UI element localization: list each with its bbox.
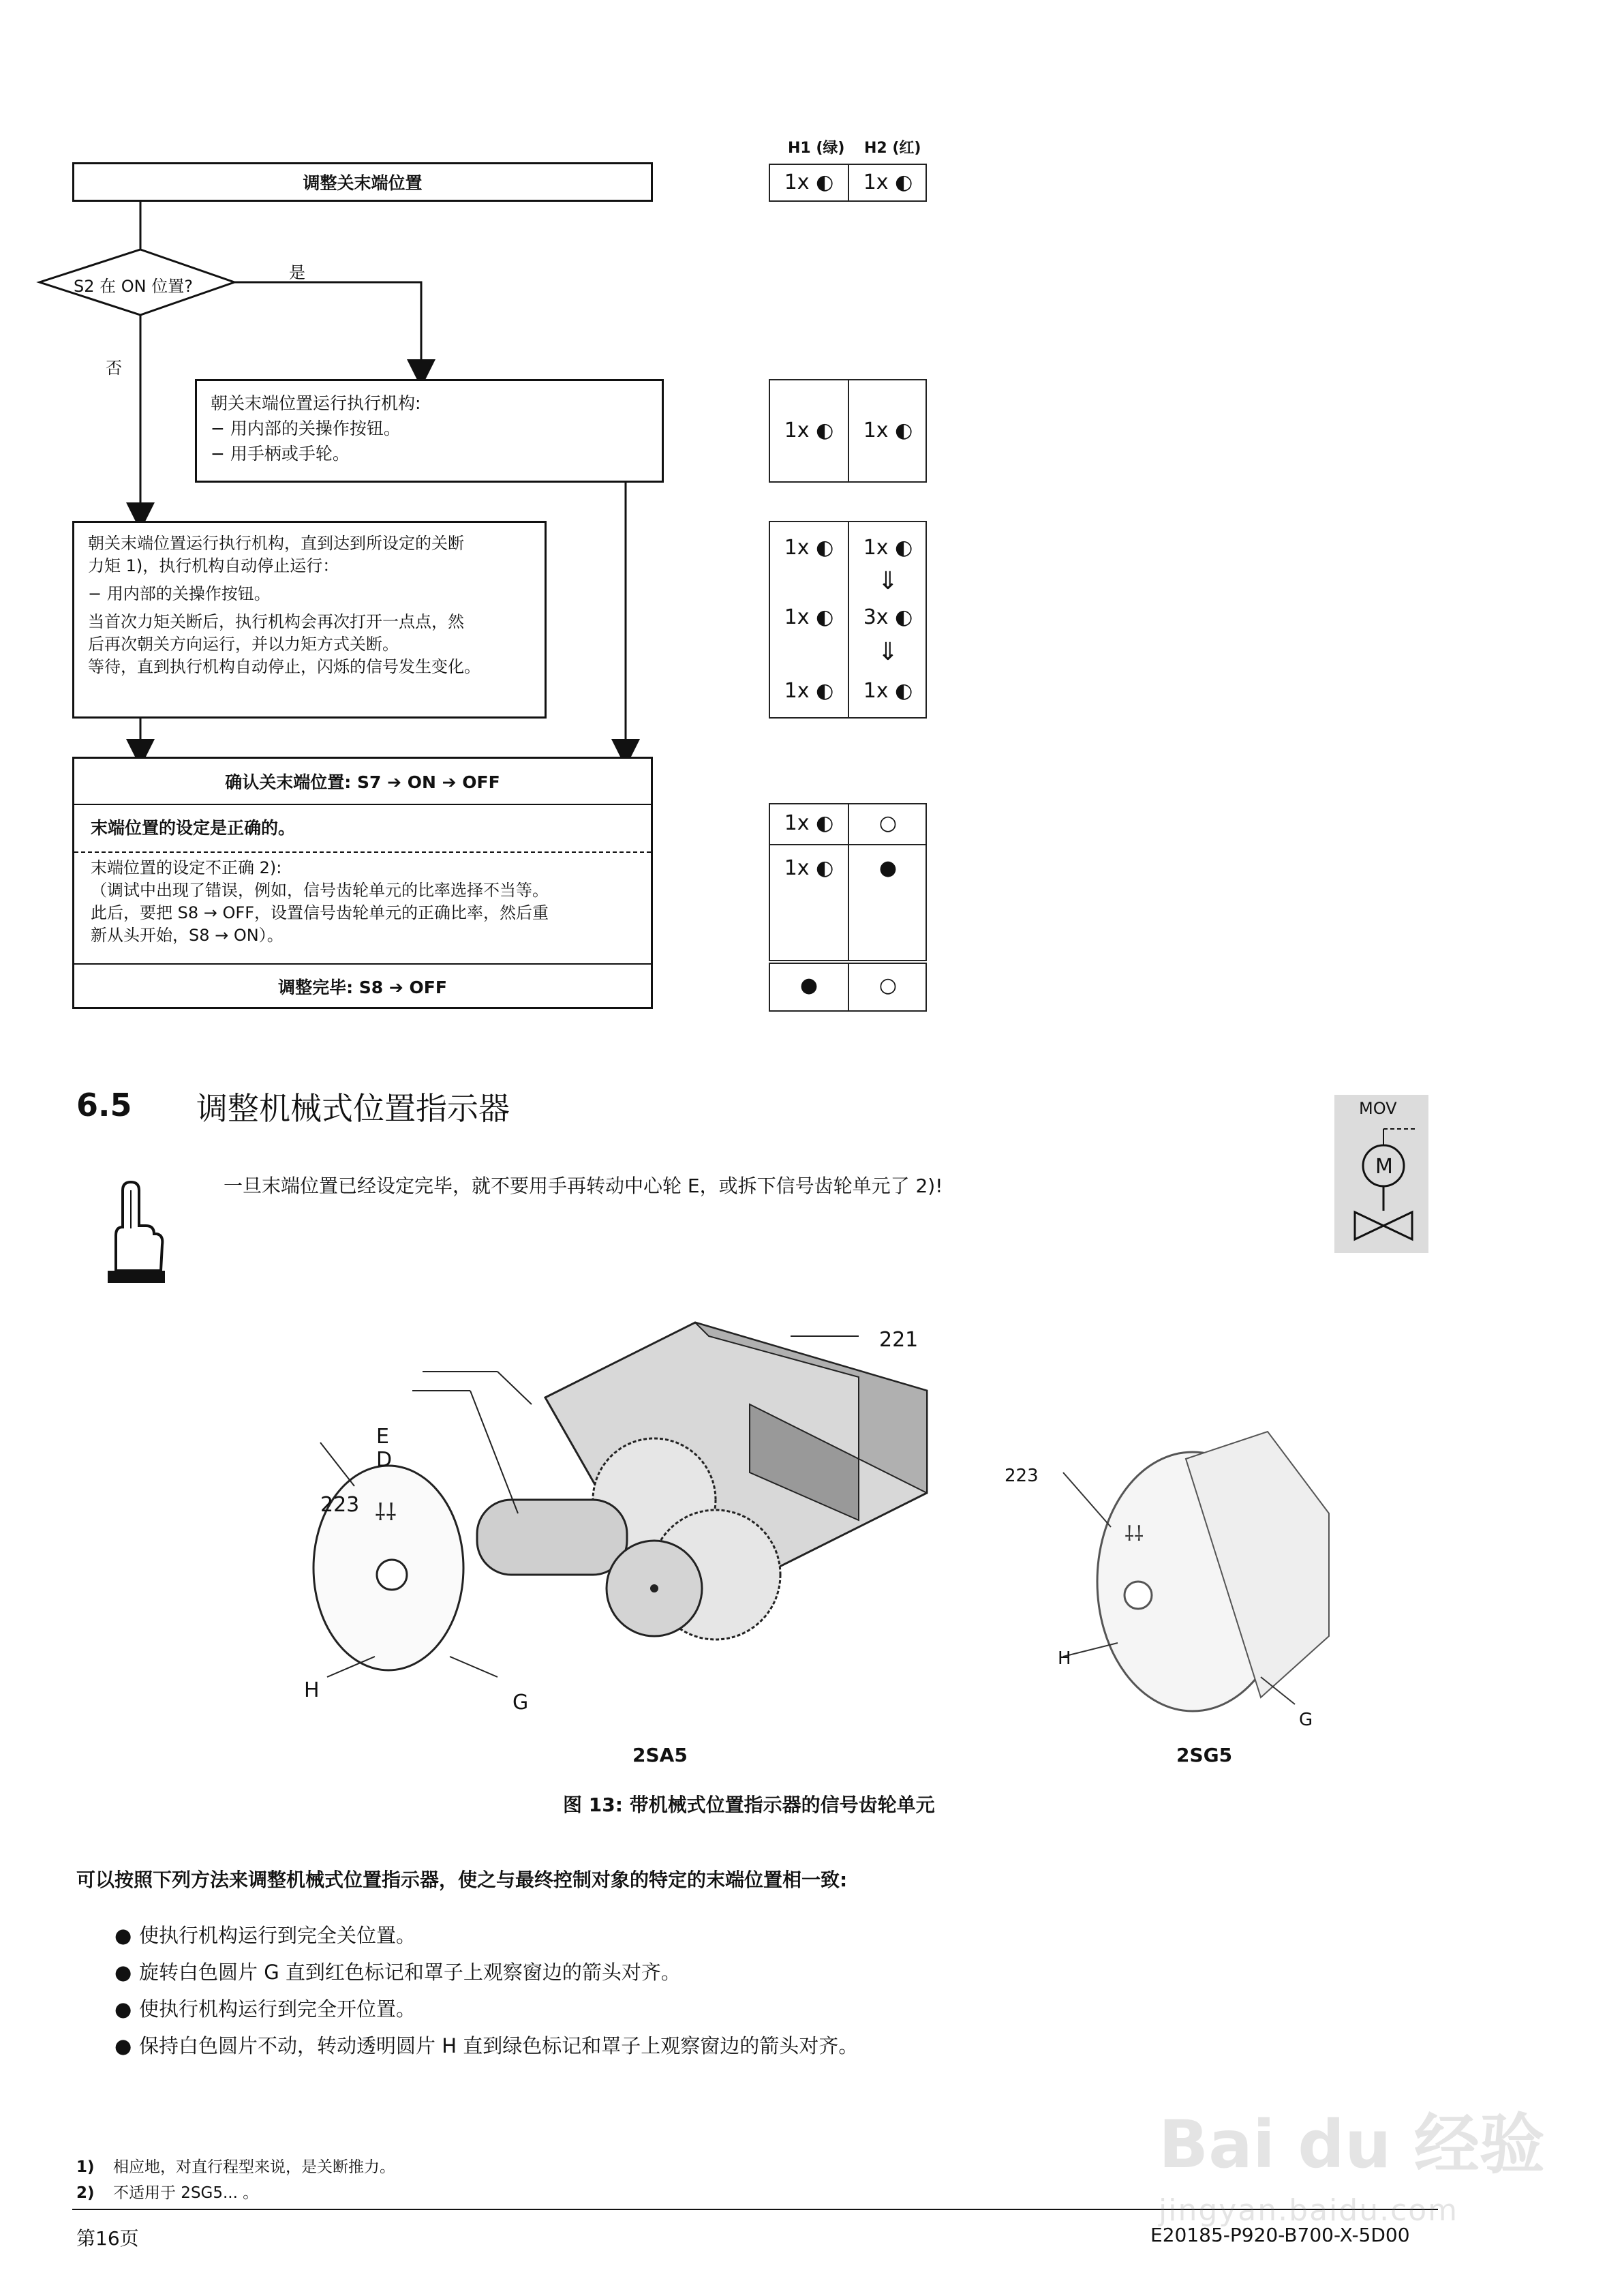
led-h2-r2: 1x ◐ [863,419,913,442]
figure-left-name: 2SA5 [632,1744,688,1766]
footnote-text: 相应地，对直行程型来说，是关断推力。 [113,2158,395,2176]
footnote-num: 1) [76,2158,95,2176]
box-b-line-6: 等待，直到执行机构自动停止，闪烁的信号发生变化。 [88,657,480,676]
led-cell-r2 [769,379,927,483]
step-adjust-close-end [72,162,653,202]
svg-text:⸸⸸: ⸸⸸ [375,1499,397,1526]
led-h1-r6: ● [799,973,818,997]
mov-label: MOV [1359,1099,1397,1118]
correct-text: 末端位置的设定是正确的。 [91,818,296,838]
led-h1-r3a: 1x ◐ [784,536,834,560]
list-item [114,2027,858,2064]
note-text: 一旦末端位置已经设定完毕，就不要用手再转动中心轮 E，或拆下信号齿轮单元了 2)! [224,1175,943,1197]
arrow-down-icon: ⇓ [877,567,899,595]
led-h1-r1: 1x ◐ [784,170,834,194]
led-h1-r4: 1x ◐ [784,811,834,835]
figure-2sa5 [273,1295,981,1718]
confirm-block [72,757,653,1009]
label-221: 221 [879,1328,919,1352]
label-h-right: H [1058,1648,1071,1669]
led-h2-r4: ○ [878,811,898,835]
confirm-title: 确认关末端位置: S7 ➔ ON ➔ OFF [74,759,651,805]
watermark-url: jingyan.baidu.com [1159,2193,1459,2228]
box-b-line-4: 当首次力矩关断后，执行机构会再次打开一点点，然 [88,612,464,631]
led-h1-r3b: 1x ◐ [784,605,834,629]
led-h1-r3c: 1x ◐ [784,679,834,703]
led-h2-r6: ○ [878,973,898,997]
led-h2-r3c: 1x ◐ [863,679,913,703]
decision-label: S2 在 ON 位置? [74,277,193,296]
watermark [1159,2093,1545,2256]
bullet-icon: ● [114,2034,132,2057]
list-item [114,1917,858,1954]
led-h2-r3b: 3x ◐ [863,605,913,629]
led-cell-r3 [769,521,927,719]
section-number: 6.5 [76,1087,132,1123]
figure-caption: 图 13: 带机械式位置指示器的信号齿轮单元 [563,1794,935,1816]
footnote-num: 2) [76,2184,95,2202]
svg-text:⸸⸸: ⸸⸸ [1124,1522,1144,1546]
box-b-line-3: − 用内部的关操作按钮。 [88,584,271,603]
label-e: E [376,1425,389,1449]
incorrect-block [91,857,549,947]
box-a-line-2: − 用内部的关操作按钮。 [211,419,401,438]
led-h2-r3a: 1x ◐ [863,536,913,560]
footer-page: 第16页 [76,2227,139,2250]
bullet-text: 使执行机构运行到完全开位置。 [139,1997,416,2021]
led-h2-r1: 1x ◐ [863,170,913,194]
label-g-left: G [512,1691,529,1715]
no-label: 否 [106,359,122,378]
footer-doc: E20185-P920-B700-X-5D00 [1150,2224,1410,2246]
led-cell-r6 [769,963,927,1012]
pointing-hand-icon [102,1170,170,1286]
footnote-text: 不适用于 2SG5... 。 [113,2184,259,2202]
incorrect-line-2: （调试中出现了错误，例如，信号齿轮单元的比率选择不当等。 [91,881,549,900]
figure-right-name: 2SG5 [1176,1744,1233,1766]
box-a-line-3: − 用手柄或手轮。 [211,444,350,464]
h1-header: H1 (绿) [788,140,845,157]
yes-label: 是 [289,263,305,282]
box-run-to-close [195,379,664,483]
label-223-right: 223 [1005,1466,1039,1486]
list-item [114,1954,858,1991]
list-item [114,1991,858,2027]
bullet-icon: ● [114,1997,132,2021]
label-g-right: G [1299,1710,1313,1730]
led-cell-r5 [769,844,927,961]
led-h2-r5: ● [878,856,898,880]
box-b-line-2: 力矩 1)，执行机构自动停止运行： [88,556,339,575]
watermark-brand: Bai du 经验 [1159,2106,1545,2183]
label-d: D [376,1448,393,1472]
h2-header: H2 (红) [864,140,921,157]
bullet-icon: ● [114,1961,132,1984]
bullet-text: 保持白色圆片不动，转动透明圆片 H 直到绿色标记和罩子上观察窗边的箭头对齐。 [139,2034,859,2057]
dashed-divider [74,851,651,853]
mov-symbol [1334,1095,1428,1253]
box-run-until-torque [72,521,547,719]
box-a-line-1: 朝关末端位置运行执行机构: [211,393,421,413]
label-223-left: 223 [320,1493,360,1517]
finish-text: 调整完毕: S8 ➔ OFF [74,963,651,1008]
step-title: 调整关末端位置 [303,173,423,193]
led-cell-r4 [769,803,927,845]
footnote-2 [76,2180,395,2206]
bullet-list [114,1917,858,2064]
led-cell-r1 [769,164,927,202]
led-h1-r5: 1x ◐ [784,856,834,880]
footnotes [76,2154,395,2206]
footnote-1 [76,2154,395,2180]
box-b-line-5: 后再次朝关方向运行，并以力矩方式关断。 [88,635,399,654]
label-h-left: H [304,1678,320,1702]
incorrect-line-1: 末端位置的设定不正确 2): [91,858,282,877]
intro-text: 可以按照下列方法来调整机械式位置指示器，使之与最终控制对象的特定的末端位置相一致: [76,1869,848,1891]
figure-2sg5 [1036,1404,1377,1745]
section-title: 调整机械式位置指示器 [196,1090,510,1127]
incorrect-line-4: 新从头开始，S8 → ON）。 [91,926,284,945]
bullet-text: 旋转白色圆片 G 直到红色标记和罩子上观察窗边的箭头对齐。 [139,1961,681,1984]
box-b-line-1: 朝关末端位置运行执行机构，直到达到所设定的关断 [88,534,464,553]
motor-label: M [1375,1155,1393,1179]
led-h1-r2: 1x ◐ [784,419,834,442]
incorrect-line-3: 此后，要把 S8 → OFF，设置信号齿轮单元的正确比率，然后重 [91,903,549,922]
bullet-text: 使执行机构运行到完全关位置。 [139,1924,416,1947]
bullet-icon: ● [114,1924,132,1947]
arrow-down-icon: ⇓ [877,638,899,666]
